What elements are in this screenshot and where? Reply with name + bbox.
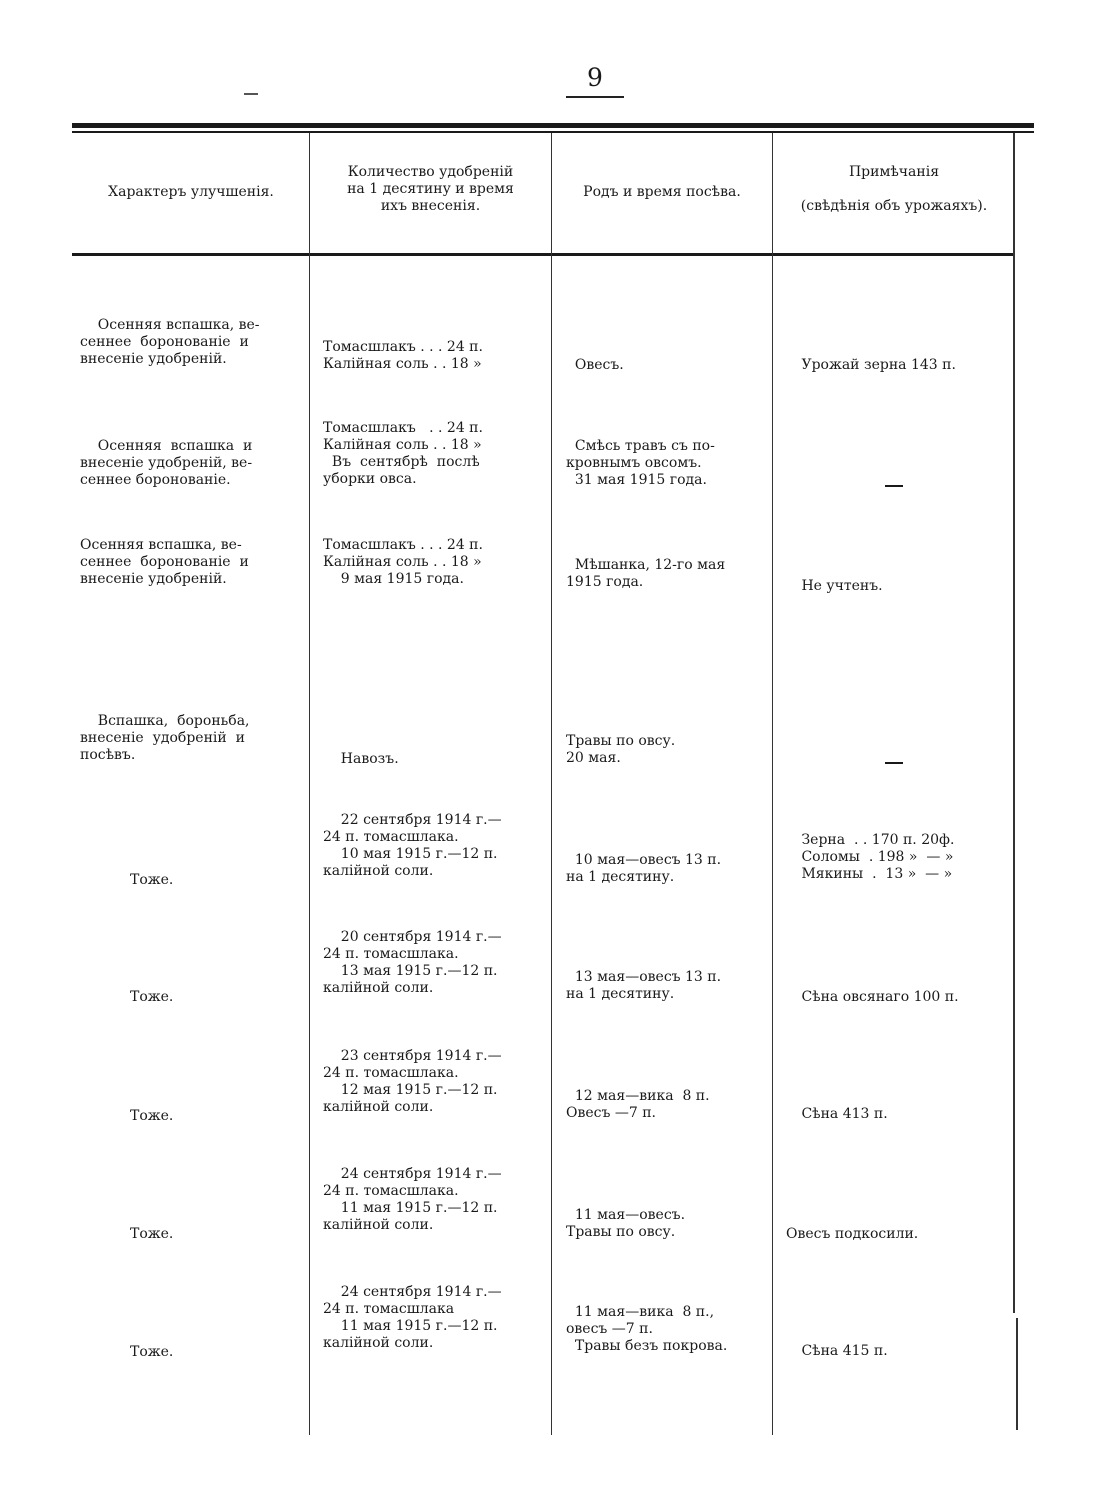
table-right-border-lower xyxy=(1016,1318,1018,1430)
row3-notes: Не учтенъ. xyxy=(797,578,883,594)
row9-fertilizer: 24 сентября 1914 г.— 24 п. томасшлака 11 мая 1915 г.—12 п. калійной соли. xyxy=(323,1284,502,1351)
row6-fertilizer: 20 сентября 1914 г.— 24 п. томасшлака. 13 мая 1915 г.—12 п. калійной соли. xyxy=(323,929,502,996)
row7-notes: Сѣна 413 п. xyxy=(797,1106,888,1122)
header-bottom-rule xyxy=(72,253,1014,256)
row8-crop: 11 мая—овесъ. Травы по овсу. xyxy=(566,1207,686,1240)
row1-fertilizer: Томасшлакъ . . . 24 п. Калійная соль . . 18 » xyxy=(323,339,483,372)
row8-notes: Овесъ подкосили. xyxy=(786,1226,919,1242)
column-divider-2 xyxy=(551,133,552,1435)
row6-crop: 13 мая—овесъ 13 п. на 1 десятину. xyxy=(566,969,722,1002)
row8-fertilizer: 24 сентября 1914 г.— 24 п. томасшлака. 11 мая 1915 г.—12 п. калійной соли. xyxy=(323,1166,502,1233)
column-divider-1 xyxy=(309,133,310,1435)
row4-character: Вспашка, бороньба, внесеніе удобреній и посѣвъ. xyxy=(80,713,250,763)
header-notes: Примѣчанія (свѣдѣнія объ урожаяхъ). xyxy=(800,164,988,214)
header-crop: Родъ и время посѣва. xyxy=(583,184,741,200)
row5-character: Тоже. xyxy=(130,872,174,888)
header-character: Характеръ улучшенія. xyxy=(108,184,274,200)
row4-notes-dash xyxy=(885,762,903,764)
row4-crop: Травы по овсу. 20 мая. xyxy=(566,733,676,766)
row4-fertilizer: Навозъ. xyxy=(323,751,399,767)
row2-notes-dash xyxy=(885,485,903,487)
table-right-border xyxy=(1013,133,1015,1313)
row3-character: Осенняя вспашка, ве- сеннее боронованіе и внесеніе удобреній. xyxy=(80,537,249,587)
row2-character: Осенняя вспашка и внесеніе удобреній, ве- сеннее боронованіе. xyxy=(80,438,253,488)
row9-notes: Сѣна 415 п. xyxy=(797,1343,888,1359)
row5-fertilizer: 22 сентября 1914 г.— 24 п. томасшлака. 10 мая 1915 г.—12 п. калійной соли. xyxy=(323,812,502,879)
row7-fertilizer: 23 сентября 1914 г.— 24 п. томасшлака. 12 мая 1915 г.—12 п. калійной соли. xyxy=(323,1048,502,1115)
stray-mark xyxy=(244,93,258,95)
page-number: 9 xyxy=(587,63,603,92)
row7-character: Тоже. xyxy=(130,1108,174,1124)
row9-crop: 11 мая—вика 8 п., овесъ —7 п. Травы безъ покрова. xyxy=(566,1304,728,1354)
row6-character: Тоже. xyxy=(130,989,174,1005)
header-fertilizer: Количество удобреній на 1 десятину и время ихъ внесенія. xyxy=(347,164,514,214)
row5-notes: Зерна . . 170 п. 20ф. Соломы . 198 » — » Мякины . 13 » — » xyxy=(801,832,955,882)
row1-notes: Урожай зерна 143 п. xyxy=(797,357,956,373)
row3-fertilizer: Томасшлакъ . . . 24 п. Калійная соль . . 18 » 9 мая 1915 года. xyxy=(323,537,483,587)
row7-crop: 12 мая—вика 8 п. Овесъ —7 п. xyxy=(566,1088,710,1121)
row2-fertilizer: Томасшлакъ . . 24 п. Калійная соль . . 18 » Въ сентябрѣ послѣ уборки овса. xyxy=(323,420,483,487)
row1-character: Осенняя вспашка, ве- сеннее боронованіе и внесеніе удобреній. xyxy=(80,317,260,367)
row8-character: Тоже. xyxy=(130,1226,174,1242)
page-number-underline xyxy=(566,96,624,98)
row5-crop: 10 мая—овесъ 13 п. на 1 десятину. xyxy=(566,852,722,885)
table-top-rule-thick xyxy=(72,123,1034,128)
column-divider-3 xyxy=(772,133,773,1435)
row2-crop: Смѣсь травъ съ по- кровнымъ овсомъ. 31 мая 1915 года. xyxy=(566,438,715,488)
row3-crop: Мѣшанка, 12-го мая 1915 года. xyxy=(566,557,726,590)
row9-character: Тоже. xyxy=(130,1344,174,1360)
table-top-rule-thin xyxy=(72,131,1034,133)
row6-notes: Сѣна овсянаго 100 п. xyxy=(797,989,959,1005)
row1-crop: Овесъ. xyxy=(566,357,624,373)
